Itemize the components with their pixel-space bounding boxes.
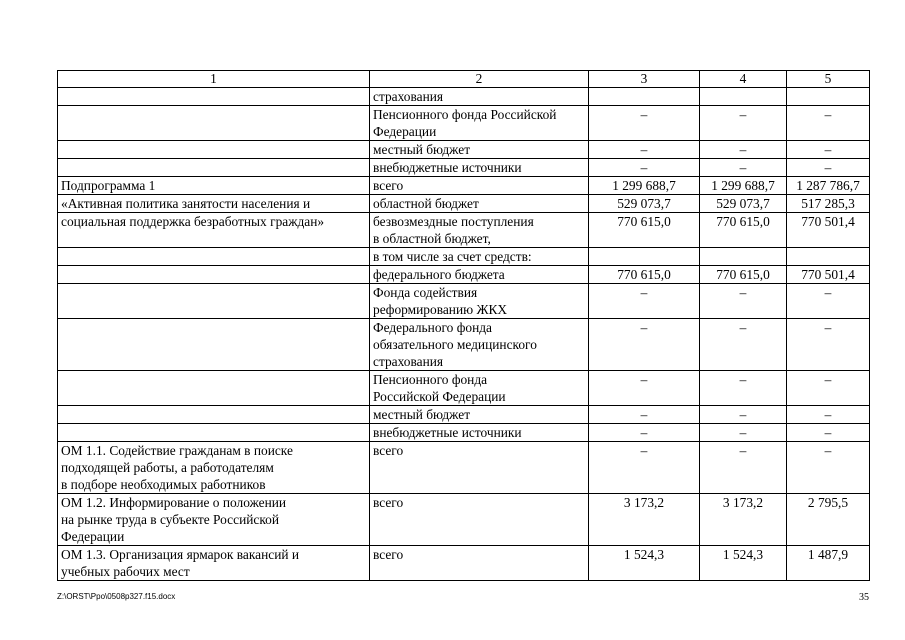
amount-cell: – bbox=[787, 141, 870, 159]
amount-cell: – bbox=[700, 106, 787, 141]
amount-cell: 770 501,4 bbox=[787, 213, 870, 248]
amount-cell: – bbox=[787, 159, 870, 177]
column-header: 4 bbox=[700, 71, 787, 88]
amount-cell: – bbox=[787, 106, 870, 141]
table-row bbox=[58, 177, 870, 195]
table-row bbox=[58, 442, 870, 494]
program-cell bbox=[58, 141, 370, 159]
amount-cell: 770 615,0 bbox=[589, 213, 700, 248]
amount-cell: 1 524,3 bbox=[589, 546, 700, 581]
program-cell bbox=[58, 266, 370, 284]
table-row bbox=[58, 213, 870, 248]
amount-cell bbox=[787, 88, 870, 106]
amount-cell: – bbox=[787, 371, 870, 406]
table-row bbox=[58, 248, 870, 266]
amount-cell: – bbox=[787, 319, 870, 371]
table-row bbox=[58, 371, 870, 406]
amount-cell: – bbox=[787, 406, 870, 424]
program-cell bbox=[58, 371, 370, 406]
funding-source-cell: всего bbox=[370, 546, 589, 581]
amount-cell: 770 615,0 bbox=[700, 213, 787, 248]
program-cell bbox=[58, 424, 370, 442]
amount-cell: 770 501,4 bbox=[787, 266, 870, 284]
amount-cell: – bbox=[700, 406, 787, 424]
amount-cell: – bbox=[589, 424, 700, 442]
funding-source-cell: Пенсионного фонда Российской Федерации bbox=[370, 106, 589, 141]
table-row bbox=[58, 494, 870, 546]
amount-cell: – bbox=[589, 106, 700, 141]
program-cell: «Активная политика занятости населения и bbox=[58, 195, 370, 213]
program-cell bbox=[58, 159, 370, 177]
funding-source-cell: внебюджетные источники bbox=[370, 159, 589, 177]
funding-source-cell: внебюджетные источники bbox=[370, 424, 589, 442]
column-header: 3 bbox=[589, 71, 700, 88]
program-cell: ОМ 1.3. Организация ярмарок вакансий и учебных рабочих мест bbox=[58, 546, 370, 581]
amount-cell: 517 285,3 bbox=[787, 195, 870, 213]
amount-cell: 3 173,2 bbox=[589, 494, 700, 546]
program-cell: социальная поддержка безработных граждан» bbox=[58, 213, 370, 248]
table-row bbox=[58, 284, 870, 319]
amount-cell: 2 795,5 bbox=[787, 494, 870, 546]
amount-cell bbox=[589, 88, 700, 106]
program-cell: Подпрограмма 1 bbox=[58, 177, 370, 195]
funding-source-cell: местный бюджет bbox=[370, 406, 589, 424]
funding-source-cell: областной бюджет bbox=[370, 195, 589, 213]
amount-cell: – bbox=[589, 284, 700, 319]
column-header: 5 bbox=[787, 71, 870, 88]
amount-cell: – bbox=[700, 284, 787, 319]
amount-cell: – bbox=[589, 141, 700, 159]
amount-cell: – bbox=[700, 141, 787, 159]
amount-cell: – bbox=[700, 371, 787, 406]
table-row bbox=[58, 88, 870, 106]
amount-cell: – bbox=[589, 406, 700, 424]
amount-cell: – bbox=[589, 442, 700, 494]
amount-cell: – bbox=[787, 284, 870, 319]
amount-cell: – bbox=[700, 424, 787, 442]
table-row bbox=[58, 141, 870, 159]
amount-cell: 1 299 688,7 bbox=[589, 177, 700, 195]
page-number: 35 bbox=[859, 592, 869, 603]
program-cell: ОМ 1.2. Информирование о положении на рынке труда в субъекте Российской Федерации bbox=[58, 494, 370, 546]
column-header: 1 bbox=[58, 71, 370, 88]
amount-cell: 770 615,0 bbox=[589, 266, 700, 284]
table-row bbox=[58, 546, 870, 581]
funding-source-cell: в том числе за счет средств: bbox=[370, 248, 589, 266]
amount-cell bbox=[589, 248, 700, 266]
budget-table bbox=[57, 70, 870, 581]
amount-cell: 529 073,7 bbox=[700, 195, 787, 213]
amount-cell: – bbox=[700, 319, 787, 371]
amount-cell bbox=[700, 88, 787, 106]
amount-cell: – bbox=[589, 371, 700, 406]
amount-cell: 3 173,2 bbox=[700, 494, 787, 546]
amount-cell bbox=[787, 248, 870, 266]
amount-cell: 1 287 786,7 bbox=[787, 177, 870, 195]
funding-source-cell: Пенсионного фонда Российской Федерации bbox=[370, 371, 589, 406]
column-header: 2 bbox=[370, 71, 589, 88]
table-row bbox=[58, 195, 870, 213]
amount-cell: 1 524,3 bbox=[700, 546, 787, 581]
funding-source-cell: Федерального фонда обязательного медицинского страхования bbox=[370, 319, 589, 371]
program-cell bbox=[58, 284, 370, 319]
table-row bbox=[58, 319, 870, 371]
table-row bbox=[58, 266, 870, 284]
amount-cell: – bbox=[700, 159, 787, 177]
table-row bbox=[58, 106, 870, 141]
program-cell bbox=[58, 88, 370, 106]
table-row bbox=[58, 424, 870, 442]
amount-cell: – bbox=[589, 159, 700, 177]
amount-cell: 1 487,9 bbox=[787, 546, 870, 581]
table-row bbox=[58, 159, 870, 177]
funding-source-cell: страхования bbox=[370, 88, 589, 106]
program-cell bbox=[58, 319, 370, 371]
funding-source-cell: местный бюджет bbox=[370, 141, 589, 159]
funding-source-cell: всего bbox=[370, 442, 589, 494]
table-header-row bbox=[58, 71, 870, 88]
program-cell bbox=[58, 248, 370, 266]
program-cell bbox=[58, 406, 370, 424]
amount-cell: – bbox=[589, 319, 700, 371]
funding-source-cell: всего bbox=[370, 494, 589, 546]
file-path: Z:\ORST\Ppo\0508p327.f15.docx bbox=[57, 592, 176, 601]
funding-source-cell: Фонда содействия реформированию ЖКХ bbox=[370, 284, 589, 319]
amount-cell: – bbox=[700, 442, 787, 494]
funding-source-cell: федерального бюджета bbox=[370, 266, 589, 284]
amount-cell: – bbox=[787, 442, 870, 494]
amount-cell bbox=[700, 248, 787, 266]
amount-cell: 529 073,7 bbox=[589, 195, 700, 213]
amount-cell: 770 615,0 bbox=[700, 266, 787, 284]
program-cell: ОМ 1.1. Содействие гражданам в поиске подходящей работы, а работодателям в подборе необходимых работников bbox=[58, 442, 370, 494]
program-cell bbox=[58, 106, 370, 141]
table-row bbox=[58, 406, 870, 424]
funding-source-cell: всего bbox=[370, 177, 589, 195]
funding-source-cell: безвозмездные поступления в областной бюджет, bbox=[370, 213, 589, 248]
amount-cell: – bbox=[787, 424, 870, 442]
amount-cell: 1 299 688,7 bbox=[700, 177, 787, 195]
